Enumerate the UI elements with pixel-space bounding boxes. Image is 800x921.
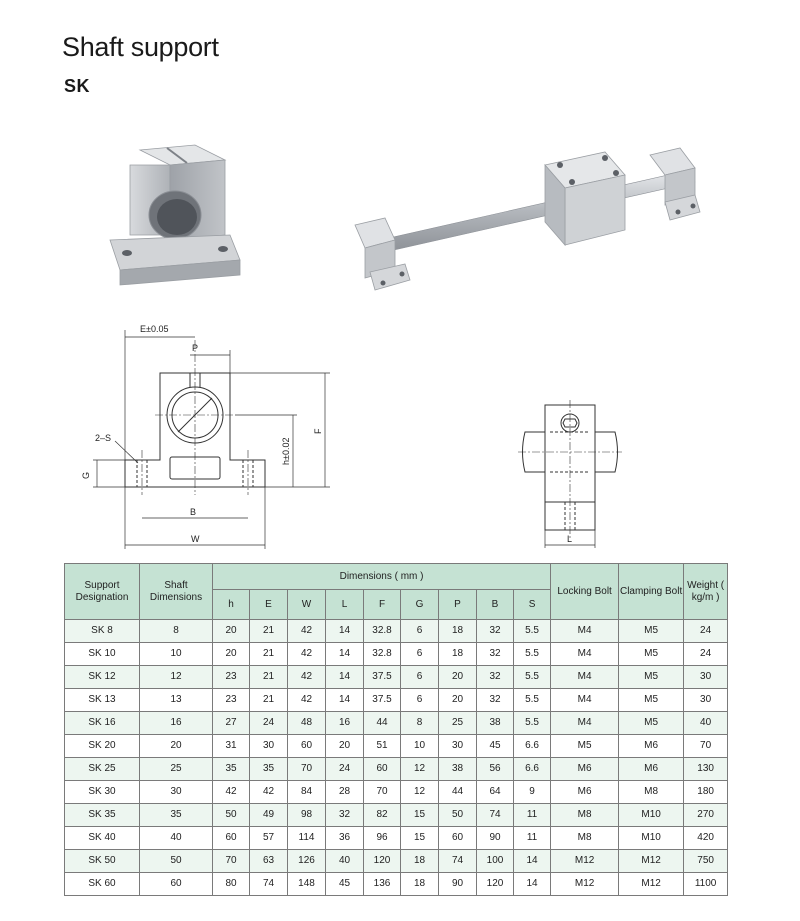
cell-dim-w: 98 (288, 804, 326, 827)
cell-dim-h: 20 (213, 643, 250, 666)
cell-dim-h: 35 (213, 758, 250, 781)
cell-dim-p: 18 (439, 643, 477, 666)
label-l: L (567, 534, 573, 544)
cell-shaft: 12 (140, 666, 213, 689)
cell-dim-l: 14 (326, 620, 364, 643)
cell-dim-l: 36 (326, 827, 364, 850)
cell-designation: SK 16 (65, 712, 140, 735)
cell-clamping-bolt: M10 (619, 827, 684, 850)
cell-designation: SK 25 (65, 758, 140, 781)
cell-dim-h: 42 (213, 781, 250, 804)
cell-dim-h: 70 (213, 850, 250, 873)
cell-shaft: 35 (140, 804, 213, 827)
cell-dim-s: 6.6 (514, 758, 551, 781)
cell-dim-l: 14 (326, 666, 364, 689)
cell-shaft: 16 (140, 712, 213, 735)
cell-weight: 130 (684, 758, 728, 781)
cell-dim-b: 120 (477, 873, 514, 896)
cell-clamping-bolt: M6 (619, 735, 684, 758)
header-locking-bolt: Locking Bolt (551, 564, 619, 620)
cell-dim-s: 9 (514, 781, 551, 804)
cell-dim-f: 51 (364, 735, 401, 758)
cell-shaft: 10 (140, 643, 213, 666)
cell-dim-w: 42 (288, 666, 326, 689)
cell-dim-p: 25 (439, 712, 477, 735)
cell-dim-g: 12 (401, 758, 439, 781)
cell-dim-e: 74 (250, 873, 288, 896)
cell-locking-bolt: M4 (551, 643, 619, 666)
cell-clamping-bolt: M5 (619, 689, 684, 712)
cell-dim-g: 18 (401, 850, 439, 873)
cell-weight: 30 (684, 689, 728, 712)
cell-dim-e: 21 (250, 689, 288, 712)
cell-dim-e: 49 (250, 804, 288, 827)
cell-dim-f: 37.5 (364, 666, 401, 689)
cell-dim-p: 38 (439, 758, 477, 781)
cell-dim-b: 100 (477, 850, 514, 873)
cell-dim-g: 15 (401, 827, 439, 850)
cell-weight: 180 (684, 781, 728, 804)
cell-clamping-bolt: M5 (619, 666, 684, 689)
header-shaft: Shaft Dimensions (140, 564, 213, 620)
cell-dim-p: 44 (439, 781, 477, 804)
cell-clamping-bolt: M12 (619, 850, 684, 873)
cell-clamping-bolt: M5 (619, 620, 684, 643)
table-row (65, 781, 728, 804)
cell-dim-w: 84 (288, 781, 326, 804)
cell-clamping-bolt: M12 (619, 873, 684, 896)
cell-dim-l: 14 (326, 689, 364, 712)
label-e: E±0.05 (140, 324, 169, 334)
cell-dim-p: 60 (439, 827, 477, 850)
header-dim-w: W (288, 590, 326, 620)
cell-dim-f: 44 (364, 712, 401, 735)
cell-weight: 270 (684, 804, 728, 827)
label-g: G (81, 471, 91, 479)
cell-locking-bolt: M12 (551, 850, 619, 873)
cell-dim-w: 42 (288, 689, 326, 712)
cell-dim-f: 96 (364, 827, 401, 850)
cell-dim-g: 15 (401, 804, 439, 827)
label-p: P (192, 343, 199, 353)
cell-dim-b: 56 (477, 758, 514, 781)
cell-dim-s: 14 (514, 850, 551, 873)
page-title: Shaft support (62, 32, 219, 62)
cell-dim-e: 30 (250, 735, 288, 758)
cell-dim-l: 24 (326, 758, 364, 781)
cell-dim-w: 70 (288, 758, 326, 781)
cell-dim-b: 32 (477, 643, 514, 666)
cell-dim-h: 20 (213, 620, 250, 643)
cell-shaft: 60 (140, 873, 213, 896)
cell-dim-w: 42 (288, 643, 326, 666)
cell-dim-w: 114 (288, 827, 326, 850)
cell-dim-b: 32 (477, 666, 514, 689)
cell-dim-f: 82 (364, 804, 401, 827)
table-row (65, 643, 728, 666)
cell-locking-bolt: M4 (551, 666, 619, 689)
cell-shaft: 8 (140, 620, 213, 643)
table-row (65, 758, 728, 781)
cell-dim-l: 14 (326, 643, 364, 666)
table-row (65, 804, 728, 827)
cell-dim-h: 23 (213, 666, 250, 689)
header-dimensions: Dimensions ( mm ) (213, 564, 551, 590)
cell-dim-w: 126 (288, 850, 326, 873)
cell-dim-f: 136 (364, 873, 401, 896)
cell-dim-e: 57 (250, 827, 288, 850)
cell-designation: SK 10 (65, 643, 140, 666)
cell-dim-e: 24 (250, 712, 288, 735)
cell-dim-p: 50 (439, 804, 477, 827)
table-row (65, 689, 728, 712)
cell-designation: SK 20 (65, 735, 140, 758)
cell-dim-s: 5.5 (514, 666, 551, 689)
cell-shaft: 13 (140, 689, 213, 712)
side-view-drawing (510, 390, 635, 550)
cell-weight: 24 (684, 620, 728, 643)
cell-dim-s: 5.5 (514, 620, 551, 643)
table-row (65, 827, 728, 850)
table-row (65, 712, 728, 735)
cell-dim-w: 60 (288, 735, 326, 758)
cell-dim-b: 74 (477, 804, 514, 827)
sk-block-photo (105, 140, 245, 295)
cell-designation: SK 30 (65, 781, 140, 804)
cell-locking-bolt: M5 (551, 735, 619, 758)
cell-locking-bolt: M6 (551, 758, 619, 781)
cell-dim-b: 32 (477, 620, 514, 643)
cell-clamping-bolt: M5 (619, 643, 684, 666)
cell-locking-bolt: M8 (551, 827, 619, 850)
cell-dim-l: 40 (326, 850, 364, 873)
cell-dim-l: 45 (326, 873, 364, 896)
cell-dim-e: 42 (250, 781, 288, 804)
cell-locking-bolt: M4 (551, 712, 619, 735)
header-dim-g: G (401, 590, 439, 620)
cell-dim-p: 90 (439, 873, 477, 896)
cell-dim-p: 30 (439, 735, 477, 758)
cell-dim-s: 5.5 (514, 689, 551, 712)
cell-dim-s: 5.5 (514, 712, 551, 735)
table-row (65, 666, 728, 689)
cell-shaft: 40 (140, 827, 213, 850)
cell-locking-bolt: M4 (551, 689, 619, 712)
cell-dim-e: 21 (250, 620, 288, 643)
cell-shaft: 30 (140, 781, 213, 804)
header-clamping-bolt: Clamping Bolt (619, 564, 684, 620)
cell-dim-p: 74 (439, 850, 477, 873)
cell-dim-w: 48 (288, 712, 326, 735)
cell-shaft: 50 (140, 850, 213, 873)
cell-designation: SK 40 (65, 827, 140, 850)
cell-weight: 1100 (684, 873, 728, 896)
cell-dim-e: 21 (250, 643, 288, 666)
cell-dim-e: 63 (250, 850, 288, 873)
cell-dim-s: 11 (514, 804, 551, 827)
cell-weight: 30 (684, 666, 728, 689)
cell-dim-g: 6 (401, 643, 439, 666)
cell-dim-l: 20 (326, 735, 364, 758)
cell-clamping-bolt: M5 (619, 712, 684, 735)
header-weight: Weight ( kg/m ) (684, 564, 728, 620)
cell-dim-f: 70 (364, 781, 401, 804)
cell-designation: SK 60 (65, 873, 140, 896)
header-dim-e: E (250, 590, 288, 620)
label-b: B (190, 507, 197, 517)
cell-dim-b: 45 (477, 735, 514, 758)
cell-dim-h: 50 (213, 804, 250, 827)
cell-dim-e: 21 (250, 666, 288, 689)
cell-dim-g: 6 (401, 689, 439, 712)
front-view-drawing (75, 315, 345, 555)
table-row (65, 735, 728, 758)
cell-dim-l: 16 (326, 712, 364, 735)
cell-locking-bolt: M6 (551, 781, 619, 804)
header-dim-p: P (439, 590, 477, 620)
cell-dim-h: 23 (213, 689, 250, 712)
cell-dim-e: 35 (250, 758, 288, 781)
cell-dim-b: 64 (477, 781, 514, 804)
label-h: h±0.02 (281, 437, 291, 465)
rail-assembly-photo (350, 140, 710, 300)
cell-locking-bolt: M4 (551, 620, 619, 643)
cell-dim-s: 6.6 (514, 735, 551, 758)
cell-dim-s: 11 (514, 827, 551, 850)
cell-dim-g: 12 (401, 781, 439, 804)
header-dim-l: L (326, 590, 364, 620)
header-dim-b: B (477, 590, 514, 620)
cell-dim-w: 148 (288, 873, 326, 896)
cell-dim-h: 60 (213, 827, 250, 850)
cell-dim-h: 31 (213, 735, 250, 758)
table-row (65, 873, 728, 896)
cell-dim-p: 20 (439, 666, 477, 689)
cell-dim-b: 90 (477, 827, 514, 850)
cell-clamping-bolt: M6 (619, 758, 684, 781)
cell-dim-g: 6 (401, 620, 439, 643)
cell-dim-w: 42 (288, 620, 326, 643)
cell-locking-bolt: M8 (551, 804, 619, 827)
cell-locking-bolt: M12 (551, 873, 619, 896)
cell-clamping-bolt: M10 (619, 804, 684, 827)
cell-weight: 750 (684, 850, 728, 873)
page-subtitle: SK (64, 76, 91, 96)
header-dim-f: F (364, 590, 401, 620)
cell-clamping-bolt: M8 (619, 781, 684, 804)
cell-dim-h: 27 (213, 712, 250, 735)
cell-designation: SK 50 (65, 850, 140, 873)
cell-dim-g: 10 (401, 735, 439, 758)
label-f: F (313, 428, 323, 434)
cell-dim-f: 120 (364, 850, 401, 873)
label-s: 2–S (95, 433, 112, 443)
cell-designation: SK 13 (65, 689, 140, 712)
cell-designation: SK 35 (65, 804, 140, 827)
table-row (65, 850, 728, 873)
cell-dim-l: 32 (326, 804, 364, 827)
cell-dim-f: 60 (364, 758, 401, 781)
cell-dim-l: 28 (326, 781, 364, 804)
cell-shaft: 25 (140, 758, 213, 781)
cell-designation: SK 12 (65, 666, 140, 689)
cell-weight: 24 (684, 643, 728, 666)
header-dim-s: S (514, 590, 551, 620)
header-designation: Support Designation (65, 564, 140, 620)
cell-dim-h: 80 (213, 873, 250, 896)
cell-dim-b: 38 (477, 712, 514, 735)
cell-weight: 40 (684, 712, 728, 735)
cell-dim-f: 32.8 (364, 643, 401, 666)
cell-shaft: 20 (140, 735, 213, 758)
header-dim-h: h (213, 590, 250, 620)
cell-dim-g: 6 (401, 666, 439, 689)
spec-table (64, 563, 728, 896)
cell-dim-s: 14 (514, 873, 551, 896)
cell-weight: 420 (684, 827, 728, 850)
label-w: W (191, 534, 200, 544)
cell-dim-p: 18 (439, 620, 477, 643)
cell-dim-g: 18 (401, 873, 439, 896)
cell-designation: SK 8 (65, 620, 140, 643)
cell-dim-b: 32 (477, 689, 514, 712)
cell-dim-f: 37.5 (364, 689, 401, 712)
cell-dim-s: 5.5 (514, 643, 551, 666)
cell-dim-f: 32.8 (364, 620, 401, 643)
table-row (65, 620, 728, 643)
cell-dim-g: 8 (401, 712, 439, 735)
cell-weight: 70 (684, 735, 728, 758)
cell-dim-p: 20 (439, 689, 477, 712)
